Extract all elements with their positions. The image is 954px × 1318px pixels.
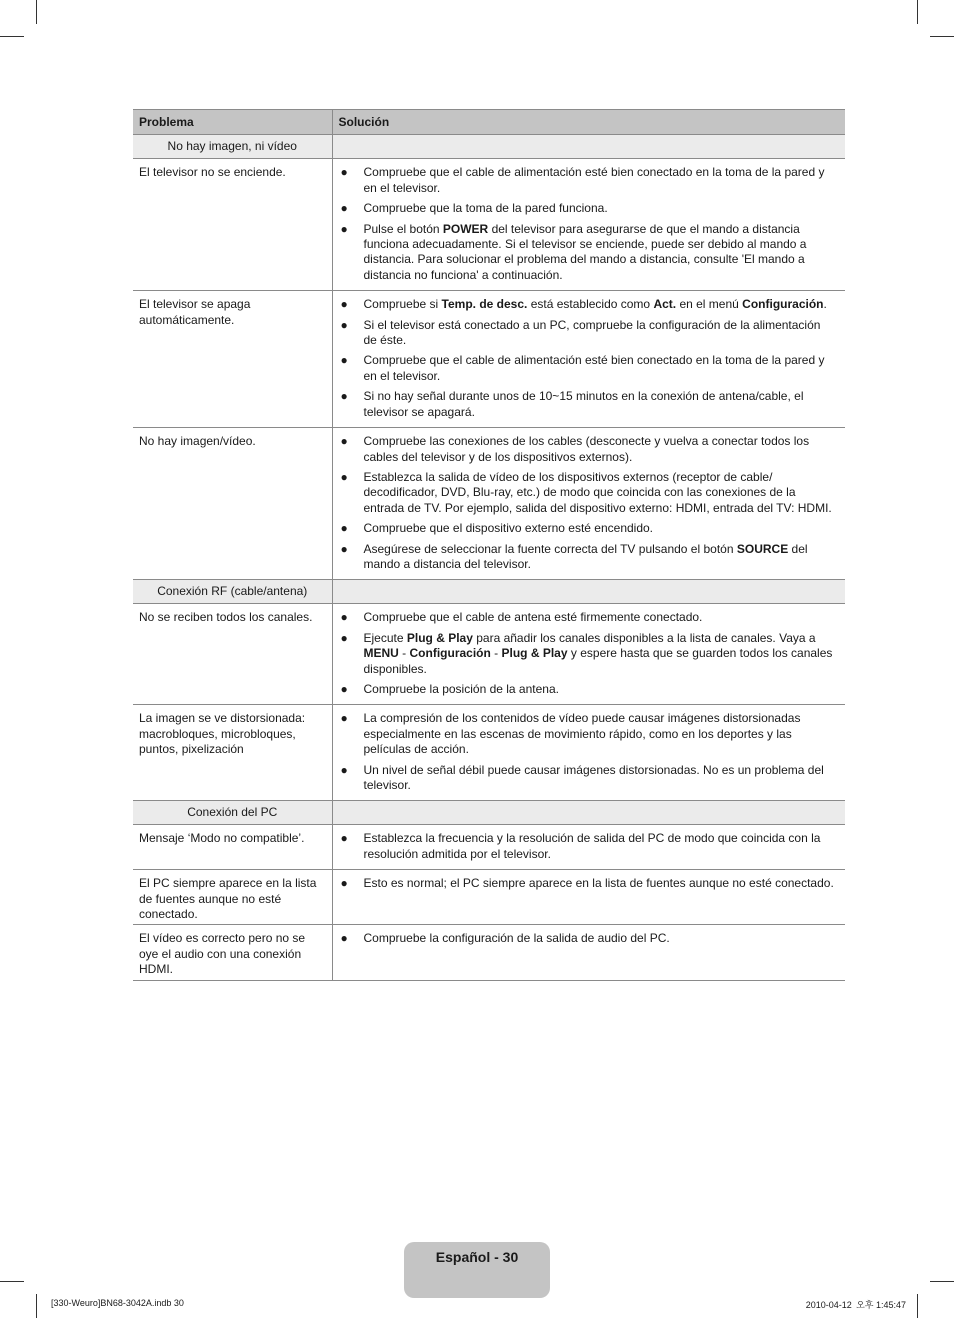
bullet-icon: ● bbox=[340, 610, 348, 625]
solution-cell bbox=[332, 159, 845, 291]
solution-text: Establezca la frecuencia y la resolución de salida del PC de modo que coincida con la resolución admitida por el televisor. bbox=[363, 831, 821, 861]
solution-item bbox=[341, 353, 838, 384]
bold-term: POWER bbox=[442, 221, 489, 236]
solution-cell bbox=[332, 291, 845, 428]
problem-cell: Mensaje ‘Modo no compatible’. bbox=[133, 825, 332, 870]
table-body bbox=[133, 135, 845, 980]
solution-cell bbox=[332, 604, 845, 705]
table-row bbox=[133, 825, 845, 870]
problem-cell: El vídeo es correcto pero no se oye el audio con una conexión HDMI. bbox=[133, 925, 332, 980]
table-row bbox=[133, 159, 845, 291]
solution-text: Un nivel de señal débil puede causar imágenes distorsionadas. No es un problema del televisor. bbox=[363, 762, 824, 792]
bold-term: Plug & Play bbox=[501, 646, 568, 661]
solution-item bbox=[341, 711, 838, 757]
bullet-icon: ● bbox=[340, 876, 348, 891]
problem-cell: No se reciben todos los canales. bbox=[133, 604, 332, 705]
solution-item bbox=[341, 521, 838, 536]
bullet-icon: ● bbox=[340, 389, 348, 404]
bold-term: MENU bbox=[363, 646, 399, 661]
solution-text: - bbox=[490, 646, 502, 661]
solution-text: del mando a distancia del televisor. bbox=[363, 541, 808, 571]
solution-text: para añadir los canales disponibles a la lista de canales. Vaya a bbox=[472, 630, 816, 645]
page-number: Español - 30 bbox=[435, 1249, 519, 1265]
bullet-icon: ● bbox=[340, 201, 348, 216]
table-row bbox=[133, 604, 845, 705]
solution-text: Compruebe que el dispositivo externo esté encendido. bbox=[363, 521, 654, 536]
solution-text: Asegúrese de seleccionar la fuente correcta del TV pulsando el botón bbox=[363, 541, 737, 556]
bullet-icon: ● bbox=[340, 541, 348, 556]
bullet-icon: ● bbox=[340, 681, 348, 696]
solution-text: y espere hasta que se guarden todos los canales disponibles. bbox=[363, 646, 833, 676]
solution-item bbox=[341, 682, 838, 697]
solution-item bbox=[341, 165, 838, 196]
section-row bbox=[133, 580, 845, 604]
solution-item bbox=[341, 389, 838, 420]
solution-cell bbox=[332, 428, 845, 580]
section-row bbox=[133, 135, 845, 159]
solution-text: Compruebe la configuración de la salida de audio del PC. bbox=[363, 931, 670, 946]
solution-cell bbox=[332, 825, 845, 870]
bullet-icon: ● bbox=[340, 630, 348, 645]
solution-item bbox=[341, 318, 838, 349]
table-row bbox=[133, 705, 845, 801]
bullet-icon: ● bbox=[340, 931, 348, 946]
solution-item bbox=[341, 763, 838, 794]
solution-text: Si el televisor está conectado a un PC, compruebe la configuración de la alimentación de éste. bbox=[363, 317, 821, 348]
solution-list bbox=[341, 434, 838, 572]
solution-text: Esto es normal; el PC siempre aparece en la lista de fuentes aunque no esté conectado. bbox=[363, 876, 834, 891]
solution-list bbox=[341, 931, 838, 946]
footer-timestamp: 2010-04-12 오후 1:45:47 bbox=[805, 1300, 906, 1310]
bullet-icon: ● bbox=[340, 221, 348, 236]
solution-text: en el menú bbox=[676, 297, 743, 312]
problem-cell: El televisor no se enciende. bbox=[133, 159, 332, 291]
crop-mark bbox=[930, 1281, 954, 1282]
bold-term: SOURCE bbox=[736, 541, 789, 556]
table-row bbox=[133, 870, 845, 925]
solution-text: Compruebe la posición de la antena. bbox=[363, 681, 559, 696]
problem-cell: La imagen se ve distorsionada: macrobloques, microbloques, puntos, pixelización bbox=[133, 705, 332, 801]
crop-mark bbox=[36, 1294, 37, 1318]
bullet-icon: ● bbox=[340, 831, 348, 846]
solution-text: Compruebe si bbox=[363, 297, 442, 312]
bullet-icon: ● bbox=[340, 297, 348, 312]
problem-cell: No hay imagen/vídeo. bbox=[133, 428, 332, 580]
solution-list bbox=[341, 297, 838, 420]
solution-item bbox=[341, 470, 838, 516]
section-empty-cell bbox=[332, 801, 845, 825]
bullet-icon: ● bbox=[340, 521, 348, 536]
table-header-row bbox=[133, 110, 845, 135]
crop-mark bbox=[36, 0, 37, 24]
bold-term: Configuración bbox=[742, 297, 824, 312]
bold-term: Act. bbox=[653, 297, 677, 312]
crop-mark bbox=[917, 1294, 918, 1318]
troubleshooting-table bbox=[133, 109, 845, 981]
column-header-solution: Solución bbox=[332, 110, 845, 135]
crop-mark bbox=[0, 36, 24, 37]
bullet-icon: ● bbox=[340, 165, 348, 180]
bullet-icon: ● bbox=[340, 469, 348, 484]
section-title: No hay imagen, ni vídeo bbox=[133, 135, 332, 159]
solution-list bbox=[341, 711, 838, 793]
solution-text: Si no hay señal durante unos de 10~15 minutos en la conexión de antena/cable, el televisor se apagará. bbox=[363, 389, 804, 419]
solution-item bbox=[341, 542, 838, 573]
solution-list bbox=[341, 610, 838, 697]
bullet-icon: ● bbox=[340, 434, 348, 449]
solution-text: está establecido como bbox=[527, 297, 654, 312]
section-title: Conexión RF (cable/antena) bbox=[133, 580, 332, 604]
solution-item bbox=[341, 222, 838, 284]
solution-text: Compruebe que el cable de antena esté firmemente conectado. bbox=[363, 610, 703, 625]
solution-item bbox=[341, 610, 838, 625]
solution-text: Compruebe las conexiones de los cables (desconecte y vuelva a conectar todos los cables del televisor y de los dispositivos externos). bbox=[363, 434, 810, 464]
footer-file-name: [330-Weuro]BN68-3042A.indb 30 bbox=[51, 1298, 184, 1308]
section-title: Conexión del PC bbox=[133, 801, 332, 825]
solution-text: Compruebe que la toma de la pared funciona. bbox=[363, 201, 608, 216]
solution-item bbox=[341, 631, 838, 677]
table-row bbox=[133, 291, 845, 428]
section-empty-cell bbox=[332, 135, 845, 159]
crop-mark bbox=[0, 1281, 24, 1282]
solution-text: La compresión de los contenidos de vídeo puede causar imágenes distorsionadas especialmente en las escenas de movimiento rápido, como en los deportes y las películas de acción. bbox=[363, 711, 801, 757]
bold-term: Temp. de desc. bbox=[441, 297, 528, 312]
solution-item bbox=[341, 831, 838, 862]
solution-text: Establezca la salida de vídeo de los dispositivos externos (receptor de cable/ decodificador, DVD, Blu-ray, etc.) de modo que coincida con las conexiones de la entrada de TV. Por ejemplo, salida del dispositivo externo: HDMI, entrada del TV: HDMI. bbox=[363, 469, 832, 515]
column-header-problem: Problema bbox=[133, 110, 332, 135]
solution-cell bbox=[332, 705, 845, 801]
solution-item bbox=[341, 931, 838, 946]
solution-text: Ejecute bbox=[363, 630, 407, 645]
solution-text: Compruebe que el cable de alimentación esté bien conectado en la toma de la pared y en el televisor. bbox=[363, 165, 825, 195]
solution-list bbox=[341, 876, 838, 891]
solution-cell bbox=[332, 925, 845, 980]
solution-text: . bbox=[823, 297, 827, 312]
solution-item bbox=[341, 876, 838, 891]
section-empty-cell bbox=[332, 580, 845, 604]
bullet-icon: ● bbox=[340, 353, 348, 368]
bullet-icon: ● bbox=[340, 711, 348, 726]
table-row bbox=[133, 428, 845, 580]
solution-item bbox=[341, 297, 838, 312]
problem-cell: El televisor se apaga automáticamente. bbox=[133, 291, 332, 428]
crop-mark bbox=[930, 36, 954, 37]
bold-term: Configuración bbox=[409, 646, 491, 661]
solution-cell bbox=[332, 870, 845, 925]
solution-text: - bbox=[398, 646, 410, 661]
solution-item bbox=[341, 201, 838, 216]
crop-mark bbox=[917, 0, 918, 24]
problem-cell: El PC siempre aparece en la lista de fuentes aunque no esté conectado. bbox=[133, 870, 332, 925]
bullet-icon: ● bbox=[340, 762, 348, 777]
section-row bbox=[133, 801, 845, 825]
bold-term: Plug & Play bbox=[406, 630, 473, 645]
solution-text: del televisor para asegurarse de que el mando a distancia funciona adecuadamente. Si el televisor se enciende, puede ser debido al mando a distancia. Para solucionar el problema del mando a distancia, consulte 'El mando a distancia no funciona' a continuación. bbox=[363, 221, 807, 282]
solution-item bbox=[341, 434, 838, 465]
solution-list bbox=[341, 165, 838, 283]
table-row bbox=[133, 925, 845, 980]
bullet-icon: ● bbox=[340, 317, 348, 332]
solution-text: Compruebe que el cable de alimentación esté bien conectado en la toma de la pared y en el televisor. bbox=[363, 353, 825, 383]
solution-text: Pulse el botón bbox=[363, 221, 443, 236]
solution-list bbox=[341, 831, 838, 862]
